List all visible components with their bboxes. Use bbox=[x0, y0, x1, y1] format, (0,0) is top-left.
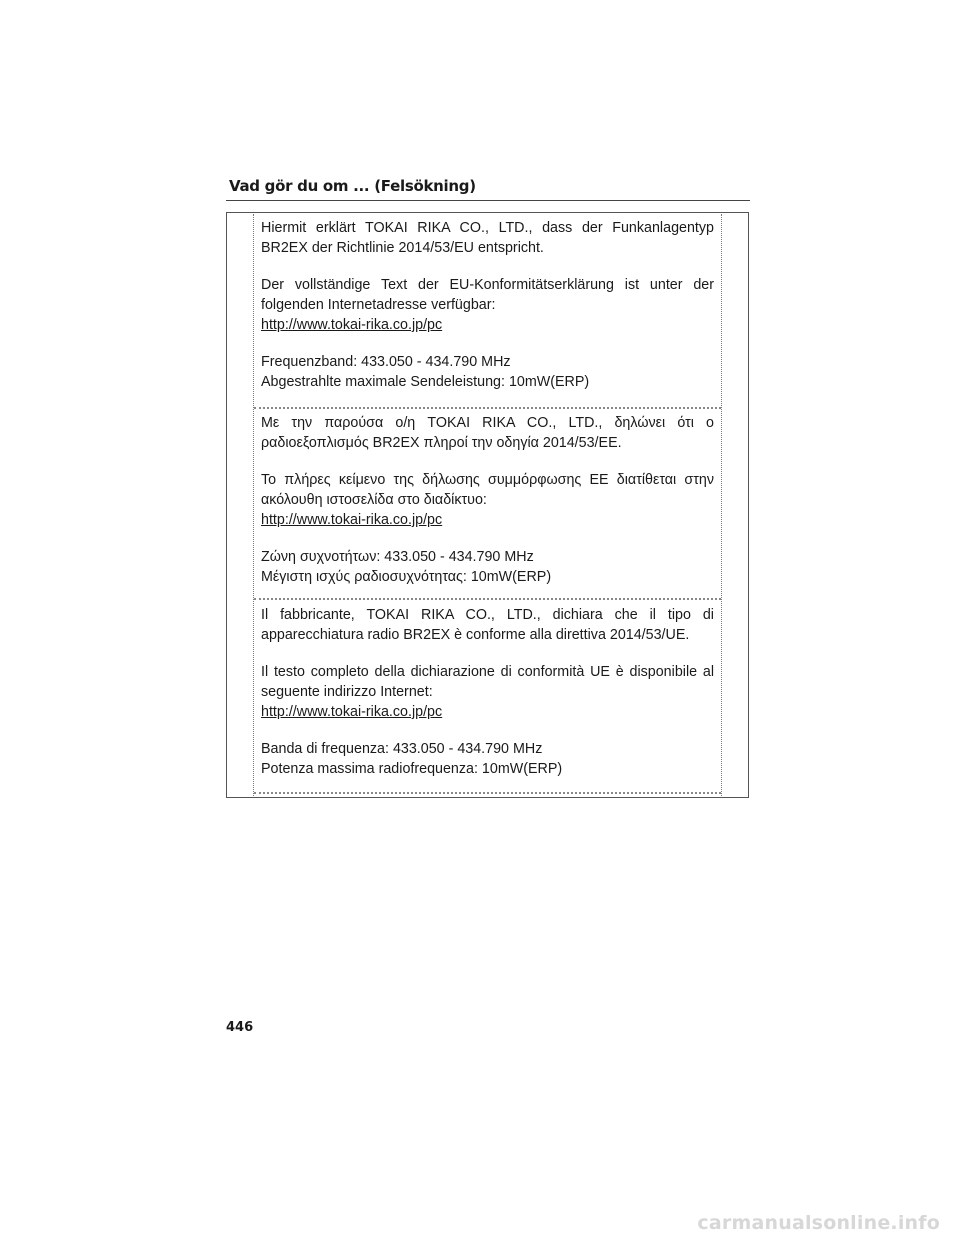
declaration-fulltext-note: Το πλήρες κείμενο της δήλωσης συμμόρφωσης ΕΕ διατίθεται στην ακόλουθη ιστοσελίδα στο διαδίκτυο: bbox=[261, 472, 714, 508]
section-header bbox=[226, 176, 750, 201]
max-power: Abgestrahlte maximale Sendeleistung: 10mW(ERP) bbox=[261, 374, 590, 390]
declaration-fulltext-note: Der vollständige Text der EU-Konformitätserklärung ist unter der folgenden Internetadresse verfügbar: bbox=[261, 277, 714, 313]
declaration-statement: Με την παρούσα ο/η TOKAI RIKA CO., LTD., δηλώνει ότι ο ραδιοεξοπλισμός BR2EX πληροί την οδηγία 2014/53/ΕΕ. bbox=[261, 415, 714, 451]
frequency-band: Frequenzband: 433.050 - 434.790 MHz bbox=[261, 354, 511, 370]
page-number: 446 bbox=[226, 1020, 254, 1035]
declaration-cell-greek bbox=[254, 409, 721, 587]
declaration-statement: Il fabbricante, TOKAI RIKA CO., LTD., dichiara che il tipo di apparecchiatura radio BR2EX è conforme alla direttiva 2014/53/UE. bbox=[261, 607, 714, 643]
declaration-cell-italian bbox=[254, 601, 721, 779]
cell-divider bbox=[254, 598, 721, 600]
max-power: Μέγιστη ισχύς ραδιοσυχνότητας: 10mW(ERP) bbox=[261, 569, 552, 585]
frequency-band: Ζώνη συχνοτήτων: 433.050 - 434.790 MHz bbox=[261, 549, 534, 565]
declaration-link[interactable]: http://www.tokai-rika.co.jp/pc bbox=[261, 512, 443, 528]
watermark-text: carmanualsonline.info bbox=[697, 1212, 940, 1234]
declaration-link[interactable]: http://www.tokai-rika.co.jp/pc bbox=[261, 317, 443, 333]
declaration-cell-german bbox=[254, 214, 721, 392]
declaration-statement: Hiermit erklärt TOKAI RIKA CO., LTD., dass der Funkanlagentyp BR2EX der Richtlinie 2014/53/EU entspricht. bbox=[261, 220, 714, 256]
cell-divider bbox=[254, 792, 721, 794]
frequency-band: Banda di frequenza: 433.050 - 434.790 MHz bbox=[261, 741, 543, 757]
section-title: Vad gör du om ... (Felsökning) bbox=[229, 177, 476, 195]
max-power: Potenza massima radiofrequenza: 10mW(ERP) bbox=[261, 761, 563, 777]
declaration-table bbox=[253, 214, 722, 796]
declaration-fulltext-note: Il testo completo della dichiarazione di conformità UE è disponibile al seguente indirizzo Internet: bbox=[261, 664, 714, 700]
declaration-link[interactable]: http://www.tokai-rika.co.jp/pc bbox=[261, 704, 443, 720]
